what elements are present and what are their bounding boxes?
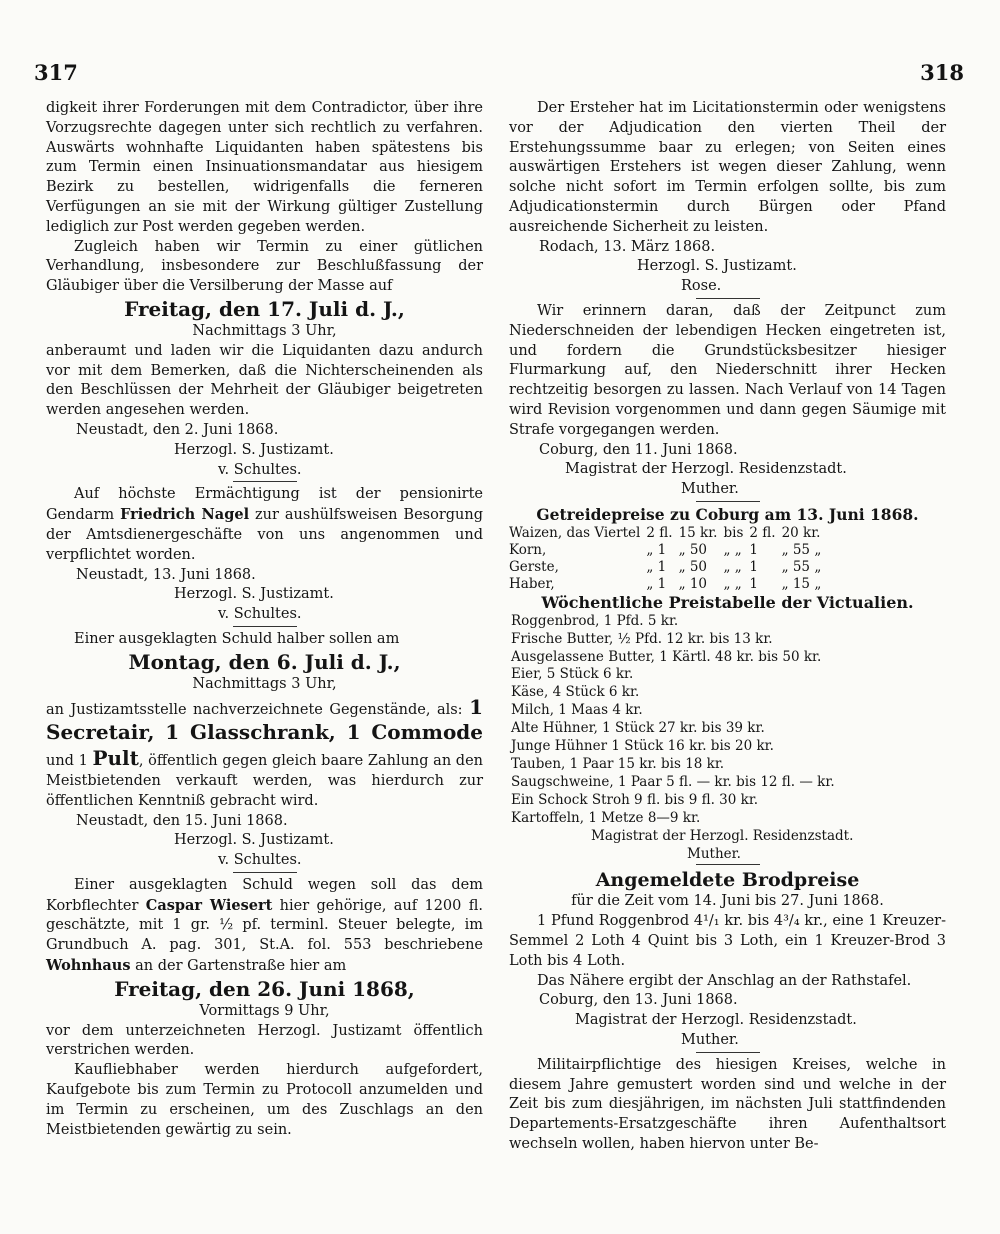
notice-paragraph: 1 Pfund Roggenbrod 4¹/₁ kr. bis 4³/₄ kr., eine 1 Kreuzer-Semmel 2 Loth 4 Quint bis 3 Loth, ein 1 Kreuzer-Brod 3 Loth bis 4 Loth. <box>509 913 946 969</box>
victual-price-item: Ausgelassene Butter, 1 Kärtl. 48 kr. bis 50 kr. <box>511 648 822 665</box>
notice-signer: Muther. <box>681 1032 739 1048</box>
separator-rule <box>233 481 297 482</box>
victual-price-item: Eier, 5 Stück 6 kr. <box>511 666 634 683</box>
separator-rule <box>233 626 297 627</box>
grain-price-cell: „ 1 <box>646 558 667 575</box>
notice-auction-house <box>46 876 483 1141</box>
grain-price-cell: „ 50 <box>678 558 708 575</box>
notice-office: Herzogl. S. Justizamt. <box>174 832 334 849</box>
victual-prices-list <box>509 613 946 828</box>
grain-price-cell: „ 50 <box>678 541 708 558</box>
notice-paragraph <box>46 876 483 977</box>
grain-price-cell: 2 fl. <box>749 524 776 541</box>
notice-paragraph: Das Nähere ergibt der Anschlag an der Rathstafel. <box>537 972 912 989</box>
notice-time: Nachmittags 3 Uhr, <box>192 675 337 692</box>
grain-price-cell: „ 1 <box>646 575 667 592</box>
notice-text: , öffentlich gegen gleich baare Zahlung an den Meistbietenden verkauft werden, was hierdurch zur öffentlichen Kenntniß gebracht wird. <box>46 753 483 809</box>
notice-paragraph: Militairpflichtige des hiesigen Kreises, welche in diesem Jahre gemustert worden sind und welche in der Zeit bis zum diesjährigen, im nächsten Juli stattfindenden Departements-Ersatzgeschäfte ihren Aufenthaltsort wechseln wollen, haben hiervon unter Be- <box>509 1056 946 1152</box>
notice-paragraph: anberaumt und laden wir die Liquidanten dazu andurch vor mit dem Bemerken, daß die Nichterscheinenden als den Beschlüssen der Mehrheit der Gläubiger beigetreten werden angesehen werden. <box>46 342 483 419</box>
separator-rule <box>696 1052 760 1053</box>
separator-rule <box>696 864 760 865</box>
notice-signer: v. Schultes. <box>218 461 302 478</box>
grain-price-cell: Haber, <box>509 575 555 592</box>
notice-time: Vormittags 9 Uhr, <box>199 1002 330 1019</box>
notice-paragraph: Zugleich haben wir Termin zu einer gütlichen Verhandlung, insbesondere zur Beschlußfassung der Gläubiger über die Versilberung der Masse auf <box>46 238 483 295</box>
left-column <box>46 99 483 1140</box>
victual-prices <box>509 593 946 866</box>
grain-price-cell: „ 10 <box>678 575 708 592</box>
grain-price-row <box>509 542 827 559</box>
victual-price-item: Alte Hühner, 1 Stück 27 kr. bis 39 kr. <box>511 720 765 737</box>
notice-place-date: Rodach, 13. März 1868. <box>539 238 716 255</box>
separator-rule <box>696 298 760 299</box>
notice-office: Herzogl. S. Justizamt. <box>637 258 797 275</box>
grain-price-row <box>509 559 827 576</box>
victual-price-item: Junge Hühner 1 Stück 16 kr. bis 20 kr. <box>511 738 774 755</box>
notice-paragraph: Der Ersteher hat im Licitationstermin oder wenigstens vor der Adjudication den vierten Theil der Erstehungssumme baar zu erlegen; von Seiten eines auswärtigen Erstehers ist wegen dieser Zahlung, wenn solche nicht sofort im Termin erfolgen sollte, bis zum Adjudicationstermin durch Bürgen oder Pfand ausreichende Sicherheit zu leisten. <box>509 100 946 235</box>
grain-price-cell: Waizen, das Viertel <box>509 524 641 541</box>
property-name: Wohnhaus <box>46 957 131 975</box>
victual-price-item: Frische Butter, ½ Pfd. 12 kr. bis 13 kr. <box>511 630 773 647</box>
auction-items: 1 Secretair, 1 Glasschrank, 1 Commode <box>46 694 483 745</box>
notice-office: Herzogl. S. Justizamt. <box>174 441 334 458</box>
grain-price-cell: „ 55 „ <box>781 541 822 558</box>
grain-prices-title: Getreidepreise zu Coburg am 13. Juni 1868. <box>536 504 919 524</box>
notice-signer: Muther. <box>687 845 741 862</box>
victual-price-item: Ein Schock Stroh 9 fl. bis 9 fl. 30 kr. <box>511 791 759 808</box>
notice-office: Magistrat der Herzogl. Residenzstadt. <box>591 827 854 844</box>
grain-price-cell: „ „ <box>723 575 742 592</box>
person-name: Friedrich Nagel <box>120 506 250 524</box>
grain-price-row <box>509 576 827 593</box>
notice-paragraph: Wir erinnern daran, daß der Zeitpunct zum Niederschneiden der lebendigen Hecken eingetreten ist, und fordern die Grundstücksbesitzer hiesiger Flurmarkung auf, den Niederschnitt ihrer Hecken rechtzeitig besorgen zu lassen. Nach Verlauf von 14 Tagen wird Revision vorgenommen und dann gegen Säumige mit Strafe vorgegangen werden. <box>509 302 946 438</box>
victual-price-item: Milch, 1 Maas 4 kr. <box>511 702 643 719</box>
victual-price-item: Roggenbrod, 1 Pfd. 5 kr. <box>511 612 679 629</box>
notice-text: und 1 <box>46 753 93 770</box>
notice-signer: Muther. <box>681 481 739 498</box>
grain-price-cell: „ 55 „ <box>781 558 822 575</box>
person-name: Caspar Wiesert <box>145 896 273 914</box>
victual-price-item: Kartoffeln, 1 Metze 8—9 kr. <box>511 809 701 826</box>
notice-hedges <box>509 302 946 502</box>
notice-auction-terms <box>509 99 946 299</box>
notice-date: Freitag, den 17. Juli d. J., <box>124 296 405 321</box>
notice-paragraph <box>46 485 483 565</box>
notice-place-date: Neustadt, den 15. Juni 1868. <box>76 812 288 829</box>
notice-signer: v. Schultes. <box>218 606 302 623</box>
notice-signer: Rose. <box>681 278 722 295</box>
notice-office: Herzogl. S. Justizamt. <box>174 586 334 603</box>
grain-price-cell: „ „ <box>723 558 742 575</box>
notice-paragraph: Kaufliebhaber werden hierdurch aufgefordert, Kaufgebote bis zum Termin zu Protocoll anzumelden und im Termin zu erscheinen, um des Zuschlags an den Meistbietenden gewärtig zu sein. <box>46 1062 483 1138</box>
grain-price-cell: bis <box>723 524 744 541</box>
notice-text: zur aushülfsweisen Besorgung der Amtsdienergeschäfte von uns angenommen und verpflichtet worden. <box>46 507 483 563</box>
grain-price-cell: „ 15 „ <box>781 575 822 592</box>
grain-price-row <box>509 525 827 542</box>
notice-office: Magistrat der Herzogl. Residenzstadt. <box>575 1012 857 1029</box>
notice-gendarm <box>46 485 483 627</box>
auction-item: Pult <box>92 746 139 771</box>
notice-text: hier gehörige, auf 1200 fl. geschätzte, mit 1 gr. ½ pf. terminl. Steuer belegte, im Grundbuch A. pag. 301, St.A. fol. 553 beschriebene <box>46 897 484 954</box>
grain-price-cell: 20 kr. <box>781 524 821 541</box>
grain-prices-rows <box>509 525 827 593</box>
notice-time: Nachmittags 3 Uhr, <box>192 322 337 339</box>
separator-rule <box>233 872 297 873</box>
notice-place-date: Neustadt, 13. Juni 1868. <box>76 566 256 583</box>
notice-paragraph: digkeit ihrer Forderungen mit dem Contradictor, über ihre Vorzugsrechte dagegen unter sich rechtlich zu verfahren. Auswärts wohnhafte Liquidanten haben spätestens bis zum Termin einen Insinuationsmandatar aus hiesigem Bezirk zu bestellen, widrigenfalls die ferneren Verfügungen an sie mit der Wirkung gültiger Zustellung lediglich zur Post werden gegeben werden. <box>46 100 483 235</box>
victual-price-item: Tauben, 1 Paar 15 kr. bis 18 kr. <box>511 755 725 772</box>
grain-price-cell: „ „ <box>723 541 742 558</box>
notice-date: Montag, den 6. Juli d. J., <box>128 649 401 674</box>
notice-office: Magistrat der Herzogl. Residenzstadt. <box>565 461 847 478</box>
right-column <box>509 99 946 1155</box>
grain-prices-table <box>509 525 827 593</box>
notice-auction-furniture <box>46 630 483 873</box>
victual-price-item: Saugschweine, 1 Paar 5 fl. — kr. bis 12 fl. — kr. <box>511 773 835 790</box>
grain-price-cell: 1 <box>749 575 758 592</box>
bread-prices <box>509 868 946 1052</box>
notice-paragraph: vor dem unterzeichneten Herzogl. Justizamt öffentlich verstrichen werden. <box>46 1022 483 1059</box>
grain-price-cell: „ 1 <box>646 541 667 558</box>
separator-rule <box>696 501 760 502</box>
notice-signer: v. Schultes. <box>218 852 302 869</box>
grain-price-cell: 1 <box>749 541 758 558</box>
notice-place-date: Coburg, den 11. Juni 1868. <box>539 441 738 458</box>
notice-military <box>509 1056 946 1155</box>
notice-intro: Einer ausgeklagten Schuld halber sollen am <box>74 630 400 647</box>
grain-price-cell: 15 kr. <box>678 524 718 541</box>
grain-price-cell: Korn, <box>509 541 547 558</box>
notice-date: Freitag, den 26. Juni 1868, <box>114 976 415 1001</box>
notice-text: an Justizamtsstelle nachverzeichnete Gegenstände, als: <box>46 701 463 718</box>
notice-text: Einer ausgeklagten Schuld wegen soll das dem Korbflechter <box>46 876 483 914</box>
notice-text: Auf höchste Ermächtigung ist der pensionirte Gendarm <box>46 486 483 524</box>
notice-place-date: Neustadt, den 2. Juni 1868. <box>76 421 279 438</box>
notice-text: an der Gartenstraße hier am <box>130 958 347 975</box>
notice-creditors <box>46 99 483 482</box>
notice-paragraph <box>46 695 483 812</box>
page-number-left: 317 <box>34 60 78 85</box>
victual-price-item: Käse, 4 Stück 6 kr. <box>511 684 640 701</box>
page-number-right: 318 <box>920 60 964 85</box>
grain-price-cell: 2 fl. <box>646 524 673 541</box>
grain-prices <box>509 505 946 593</box>
notice-place-date: Coburg, den 13. Juni 1868. <box>539 992 738 1009</box>
bread-prices-period: für die Zeit vom 14. Juni bis 27. Juni 1868. <box>571 893 884 910</box>
grain-price-cell: 1 <box>749 558 758 575</box>
bread-prices-title: Angemeldete Brodpreise <box>595 869 860 892</box>
victual-prices-title: Wöchentliche Preistabelle der Victualien. <box>541 592 914 612</box>
grain-price-cell: Gerste, <box>509 558 559 575</box>
